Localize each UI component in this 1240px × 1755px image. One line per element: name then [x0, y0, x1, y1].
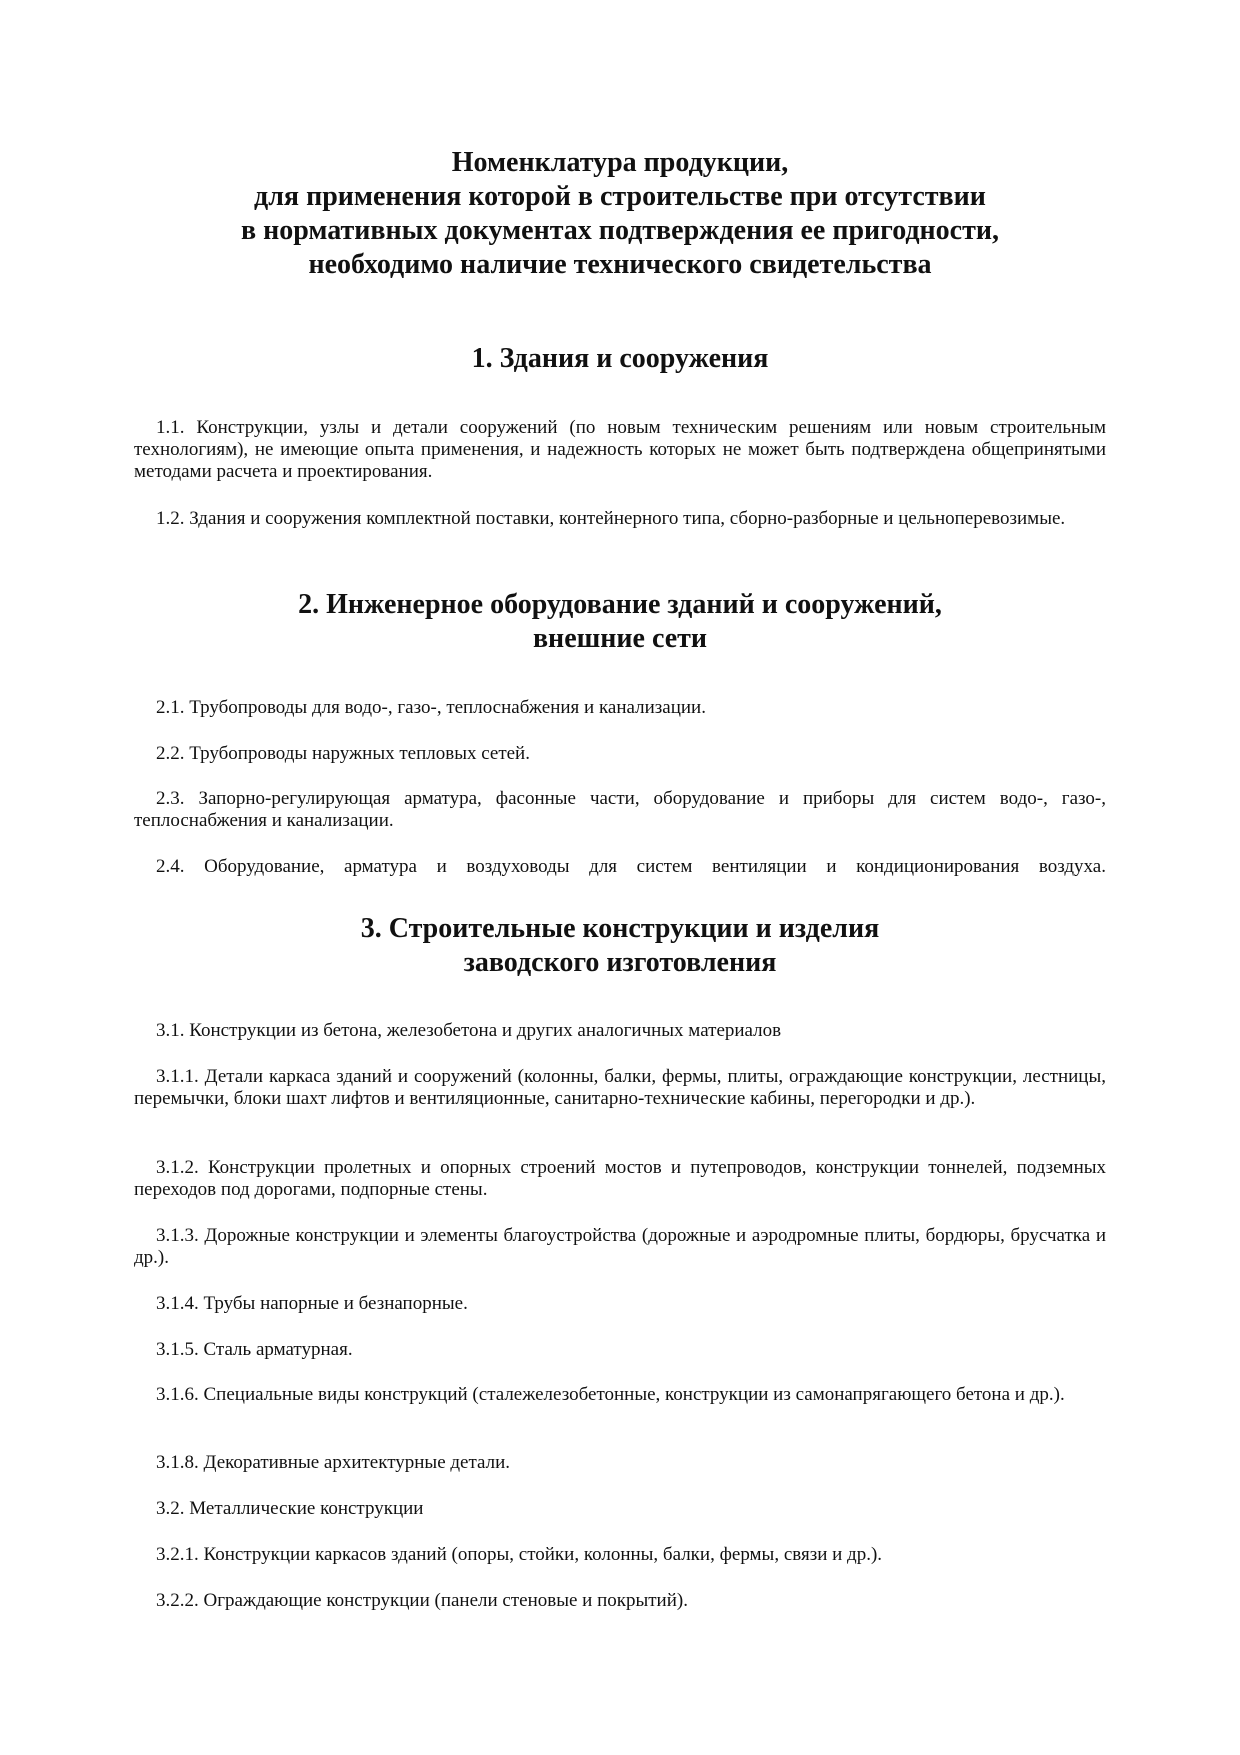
section-2-heading — [134, 588, 1106, 656]
document-title — [134, 146, 1106, 282]
item-3-1-2: 3.1.2. Конструкции пролетных и опорных строений мостов и путепроводов, конструкции тоннелей, подземных переходов под дорогами, подпорные стены. — [134, 1157, 1106, 1200]
item-3-1-3: 3.1.3. Дорожные конструкции и элементы благоустройства (дорожные и аэродромные плиты, бордюры, брусчатка и др.). — [134, 1225, 1106, 1268]
section-heading-line: заводского изготовления — [463, 947, 777, 978]
item-3-1-4: 3.1.4. Трубы напорные и безнапорные. — [156, 1293, 468, 1314]
item-3-1-6: 3.1.6. Специальные виды конструкций (сталежелезобетонные, конструкции из самонапрягающего бетона и др.). — [156, 1384, 1065, 1405]
section-3-heading — [134, 912, 1106, 980]
item-2-3: 2.3. Запорно-регулирующая арматура, фасонные части, оборудование и приборы для систем водо-, газо-, теплоснабжения и канализации. — [134, 788, 1106, 831]
item-3-2-2: 3.2.2. Ограждающие конструкции (панели стеновые и покрытий). — [156, 1590, 688, 1611]
item-2-4: 2.4. Оборудование, арматура и воздуховоды для систем вентиляции и кондиционирования воздуха. — [156, 856, 1106, 877]
item-2-2: 2.2. Трубопроводы наружных тепловых сетей. — [156, 743, 530, 764]
item-3-1-8: 3.1.8. Декоративные архитектурные детали. — [156, 1452, 511, 1473]
item-1-1: 1.1. Конструкции, узлы и детали сооружений (по новым техническим решениям или новым строительным технологиям), не имеющие опыта применения, и надежность которых не может быть подтверждена общепринятыми методами расчета и проектирования. — [134, 417, 1106, 482]
item-2-1: 2.1. Трубопроводы для водо-, газо-, теплоснабжения и канализации. — [156, 697, 706, 718]
item-3-1-5: 3.1.5. Сталь арматурная. — [156, 1339, 353, 1360]
section-heading-line: 1. Здания и сооружения — [471, 343, 769, 374]
item-3-1-1: 3.1.1. Детали каркаса зданий и сооружений (колонны, балки, фермы, плиты, ограждающие конструкции, лестницы, перемычки, блоки шахт лифтов и вентиляционные, санитарно-технические кабины, перегородки и др.). — [134, 1066, 1106, 1109]
document-title-line: Номенклатура продукции, — [451, 147, 789, 178]
section-1-heading — [134, 342, 1106, 376]
item-3-2-1: 3.2.1. Конструкции каркасов зданий (опоры, стойки, колонны, балки, фермы, связи и др.). — [156, 1544, 883, 1565]
section-heading-line: 3. Строительные конструкции и изделия — [360, 913, 880, 944]
section-heading-line: 2. Инженерное оборудование зданий и сооружений, — [298, 589, 942, 620]
item-1-2: 1.2. Здания и сооружения комплектной поставки, контейнерного типа, сборно-разборные и цельноперевозимые. — [156, 508, 1066, 529]
item-3-1: 3.1. Конструкции из бетона, железобетона и других аналогичных материалов — [156, 1020, 782, 1041]
section-heading-line: внешние сети — [532, 623, 708, 654]
document-title-line: для применения которой в строительстве при отсутствии — [254, 181, 986, 212]
document-title-line: в нормативных документах подтверждения ее пригодности, — [240, 215, 999, 246]
item-3-2: 3.2. Металлические конструкции — [156, 1498, 424, 1519]
document-title-line: необходимо наличие технического свидетельства — [308, 249, 932, 280]
